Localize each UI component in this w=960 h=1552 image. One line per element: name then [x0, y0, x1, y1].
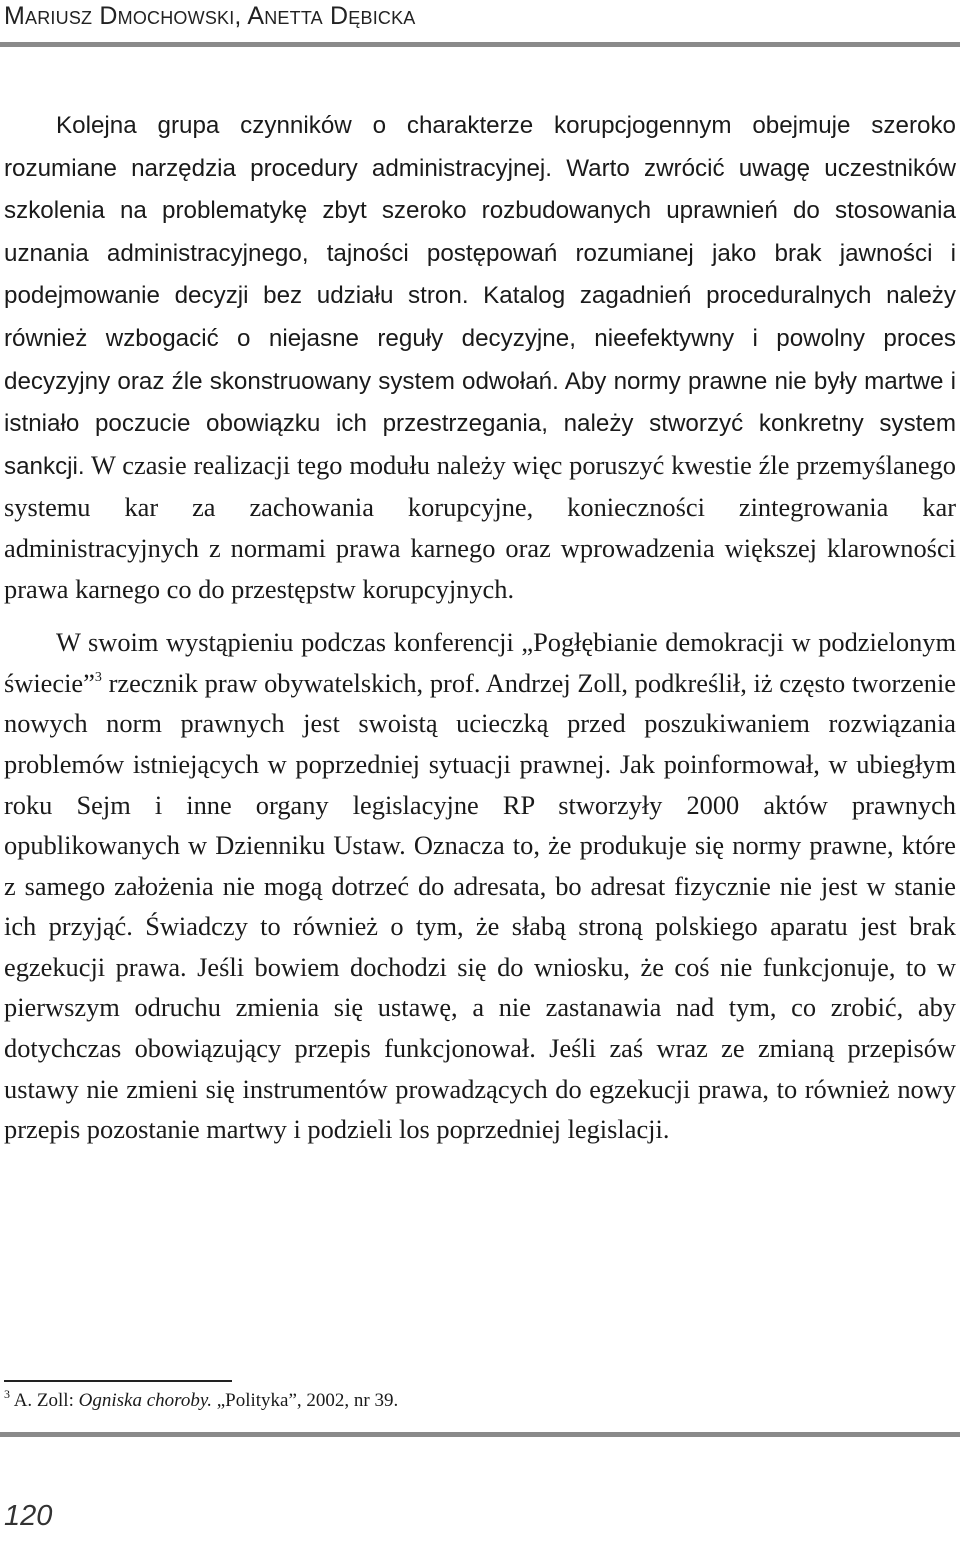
page-number: 120 [4, 1500, 53, 1532]
footnote-author: A. Zoll: [10, 1390, 79, 1411]
paragraph-1-serif-text: W czasie realizacji tego modułu należy więc poruszyć kwestie źle przemyślanego systemu kar za zachowania korupcyjne, konieczności zintegrowania kar administracyjnych z normami prawa karnego oraz wprowadzenia większej klarowności prawa karnego co do przestępstw korupcyjnych. [4, 449, 956, 604]
paragraph-2 [4, 622, 956, 1150]
footer-divider [0, 1432, 960, 1437]
paragraph-2-text-start: W swoim wystąpieniu podczas konferencji „Pogłębianie demokracji w podzielonym świecie” [4, 627, 956, 698]
footnote-divider [4, 1380, 232, 1382]
paragraph-2-text-end: rzecznik praw obywatelskich, prof. Andrzej Zoll, podkreślił, iż często tworzenie nowych norm prawnych jest swoistą ucieczką przed poszukiwaniem rozwiązania problemów istniejących w poprzedniej sytuacji prawnej. Jak poinformował, w ubiegłym roku Sejm i inne organy legislacyjne RP stworzyły 2000 aktów prawnych opublikowanych w Dzienniku Ustaw. Oznacza to, że produkuje się normy prawne, które z samego założenia nie mogą dotrzeć do adresata, bo adresat fizycznie nie jest w stanie ich przyjąć. Świadczy to również o tym, że słabą stroną polskiego aparatu jest brak egzekucji prawa. Jeśli bowiem dochodzi się do wniosku, że coś nie funkcjonuje, to w pierwszym odruchu zmienia się ustawę, a nie zastanawia nad tym, co zrobić, aby dotychczas obowiązujący przepis funkcjonował. Jeśli zaś wraz ze zmianą przepisów ustawy nie zmieni się instrumentów prowadzących do egzekucji prawa, to również nowy przepis pozostanie martwy i podzieli los poprzedniej legislacji. [4, 667, 956, 1145]
footnote-number: 3 [4, 1387, 10, 1401]
running-header: Mariusz Dmochowski, Anetta Dębicka [4, 2, 416, 30]
footnote-source: „Polityka”, 2002, nr 39. [211, 1390, 399, 1411]
paragraph-1-sans-text: Kolejna grupa czynników o charakterze korupcjogennym obejmuje szeroko rozumiane narzędzia procedury administracyjnej. Warto zwrócić uwagę uczestników szkolenia na problematykę zbyt szeroko rozbudowanych uprawnień do stosowania uznania administracyjnego, tajności postępowań rozumianej jako brak jawności i podejmowanie decyzji bez udziału stron. Katalog zagadnień proceduralnych należy również wzbogacić o niejasne reguły decyzyjne, nieefektywny i powolny proces decyzyjny oraz źle skonstruowany system odwołań. Aby normy prawne nie były martwe i istniało poczucie obowiązku ich przestrzegania, należy stworzyć konkretny system sankcji. [4, 112, 956, 480]
main-text [4, 104, 956, 1150]
paragraph-1 [4, 104, 956, 609]
header-divider [0, 42, 960, 47]
footnote-reference[interactable]: 3 [94, 669, 102, 685]
footnote [4, 1388, 398, 1414]
footnote-title: Ogniska choroby. [78, 1390, 212, 1411]
